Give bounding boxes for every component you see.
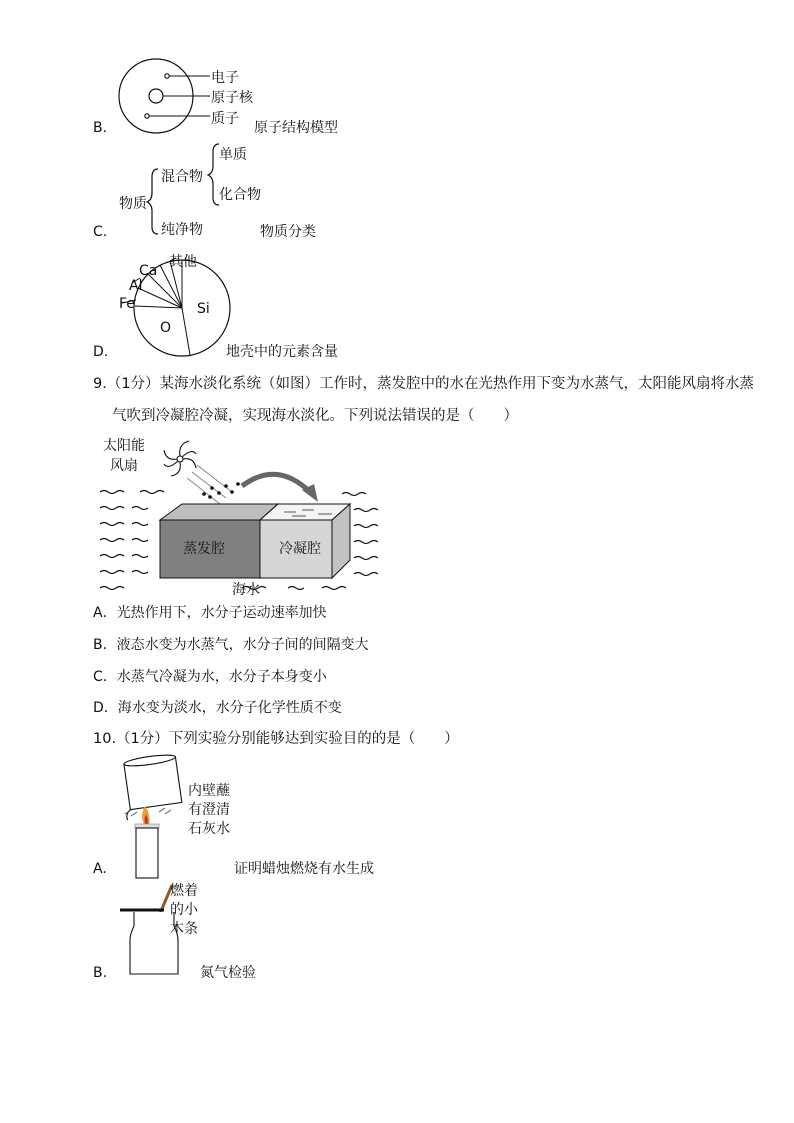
q10-stem: 10.（1分）下列实验分别能够达到实验目的的是（ ） (93, 731, 459, 747)
electron-label: 电子 (211, 70, 239, 86)
pie-label-fe: Fe (119, 296, 135, 312)
mixture-label: 混合物 (161, 169, 203, 185)
pie-label-ca: Ca (139, 263, 158, 279)
option-letter: A. (93, 861, 107, 877)
q9-stem-line2: 气吹到冷凝腔冷凝，实现海水淡化。下列说法错误的是（ ） (112, 408, 518, 424)
q9-option-d: D．海水变为淡水，水分子化学性质不变 (93, 700, 342, 716)
option-caption: 氮气检验 (200, 965, 256, 981)
pie-label-other: 其他 (169, 254, 197, 270)
option-caption: 地壳中的元素含量 (226, 344, 338, 360)
beaker-label-line3: 石灰水 (188, 821, 230, 837)
beaker-label-line1: 内壁蘸 (188, 783, 230, 799)
option-letter: B. (93, 965, 108, 981)
beaker-label-line2: 有澄清 (188, 802, 230, 818)
pie-label-si: Si (197, 301, 210, 317)
atom-model-figure (112, 58, 212, 138)
pure-substance-label: 纯净物 (161, 222, 203, 238)
option-letter: C. (93, 224, 108, 240)
q9-option-b: B．液态水变为水蒸气，水分子间的间隔变大 (93, 637, 369, 653)
q9-option-c: C．水蒸气冷凝为水，水分子本身变小 (93, 669, 327, 685)
q9-option-a: A．光热作用下，水分子运动速率加快 (93, 605, 327, 621)
evaporation-chamber-label: 蒸发腔 (183, 541, 225, 557)
match-label-line3: 木条 (170, 921, 198, 937)
fan-label-line2: 风扇 (110, 458, 138, 474)
proton-label: 质子 (211, 111, 239, 127)
match-label-line2: 的小 (170, 902, 198, 918)
solar-fan-icon (164, 441, 196, 476)
element-substance-label: 单质 (219, 147, 247, 163)
matter-label: 物质 (119, 196, 147, 212)
nucleus-label: 原子核 (211, 90, 253, 106)
q9-stem-line1: 9.（1分）某海水淡化系统（如图）工作时，蒸发腔中的水在光热作用下变为水蒸气，太阳能风扇将水蒸 (93, 376, 755, 392)
pie-label-al: Al (129, 278, 143, 294)
seawater-label: 海水 (232, 582, 260, 598)
option-caption: 证明蜡烛燃烧有水生成 (234, 861, 374, 877)
fan-label-line1: 太阳能 (103, 438, 145, 454)
option-caption: 物质分类 (260, 224, 316, 240)
condensation-chamber-label: 冷凝腔 (279, 541, 321, 557)
match-label-line1: 燃着 (170, 883, 198, 899)
option-caption: 原子结构模型 (254, 120, 338, 136)
pie-label-o: O (160, 320, 172, 336)
candle-beaker-figure (115, 754, 195, 880)
option-letter: D. (93, 344, 109, 360)
option-letter: B. (93, 120, 108, 136)
compound-label: 化合物 (219, 187, 261, 203)
